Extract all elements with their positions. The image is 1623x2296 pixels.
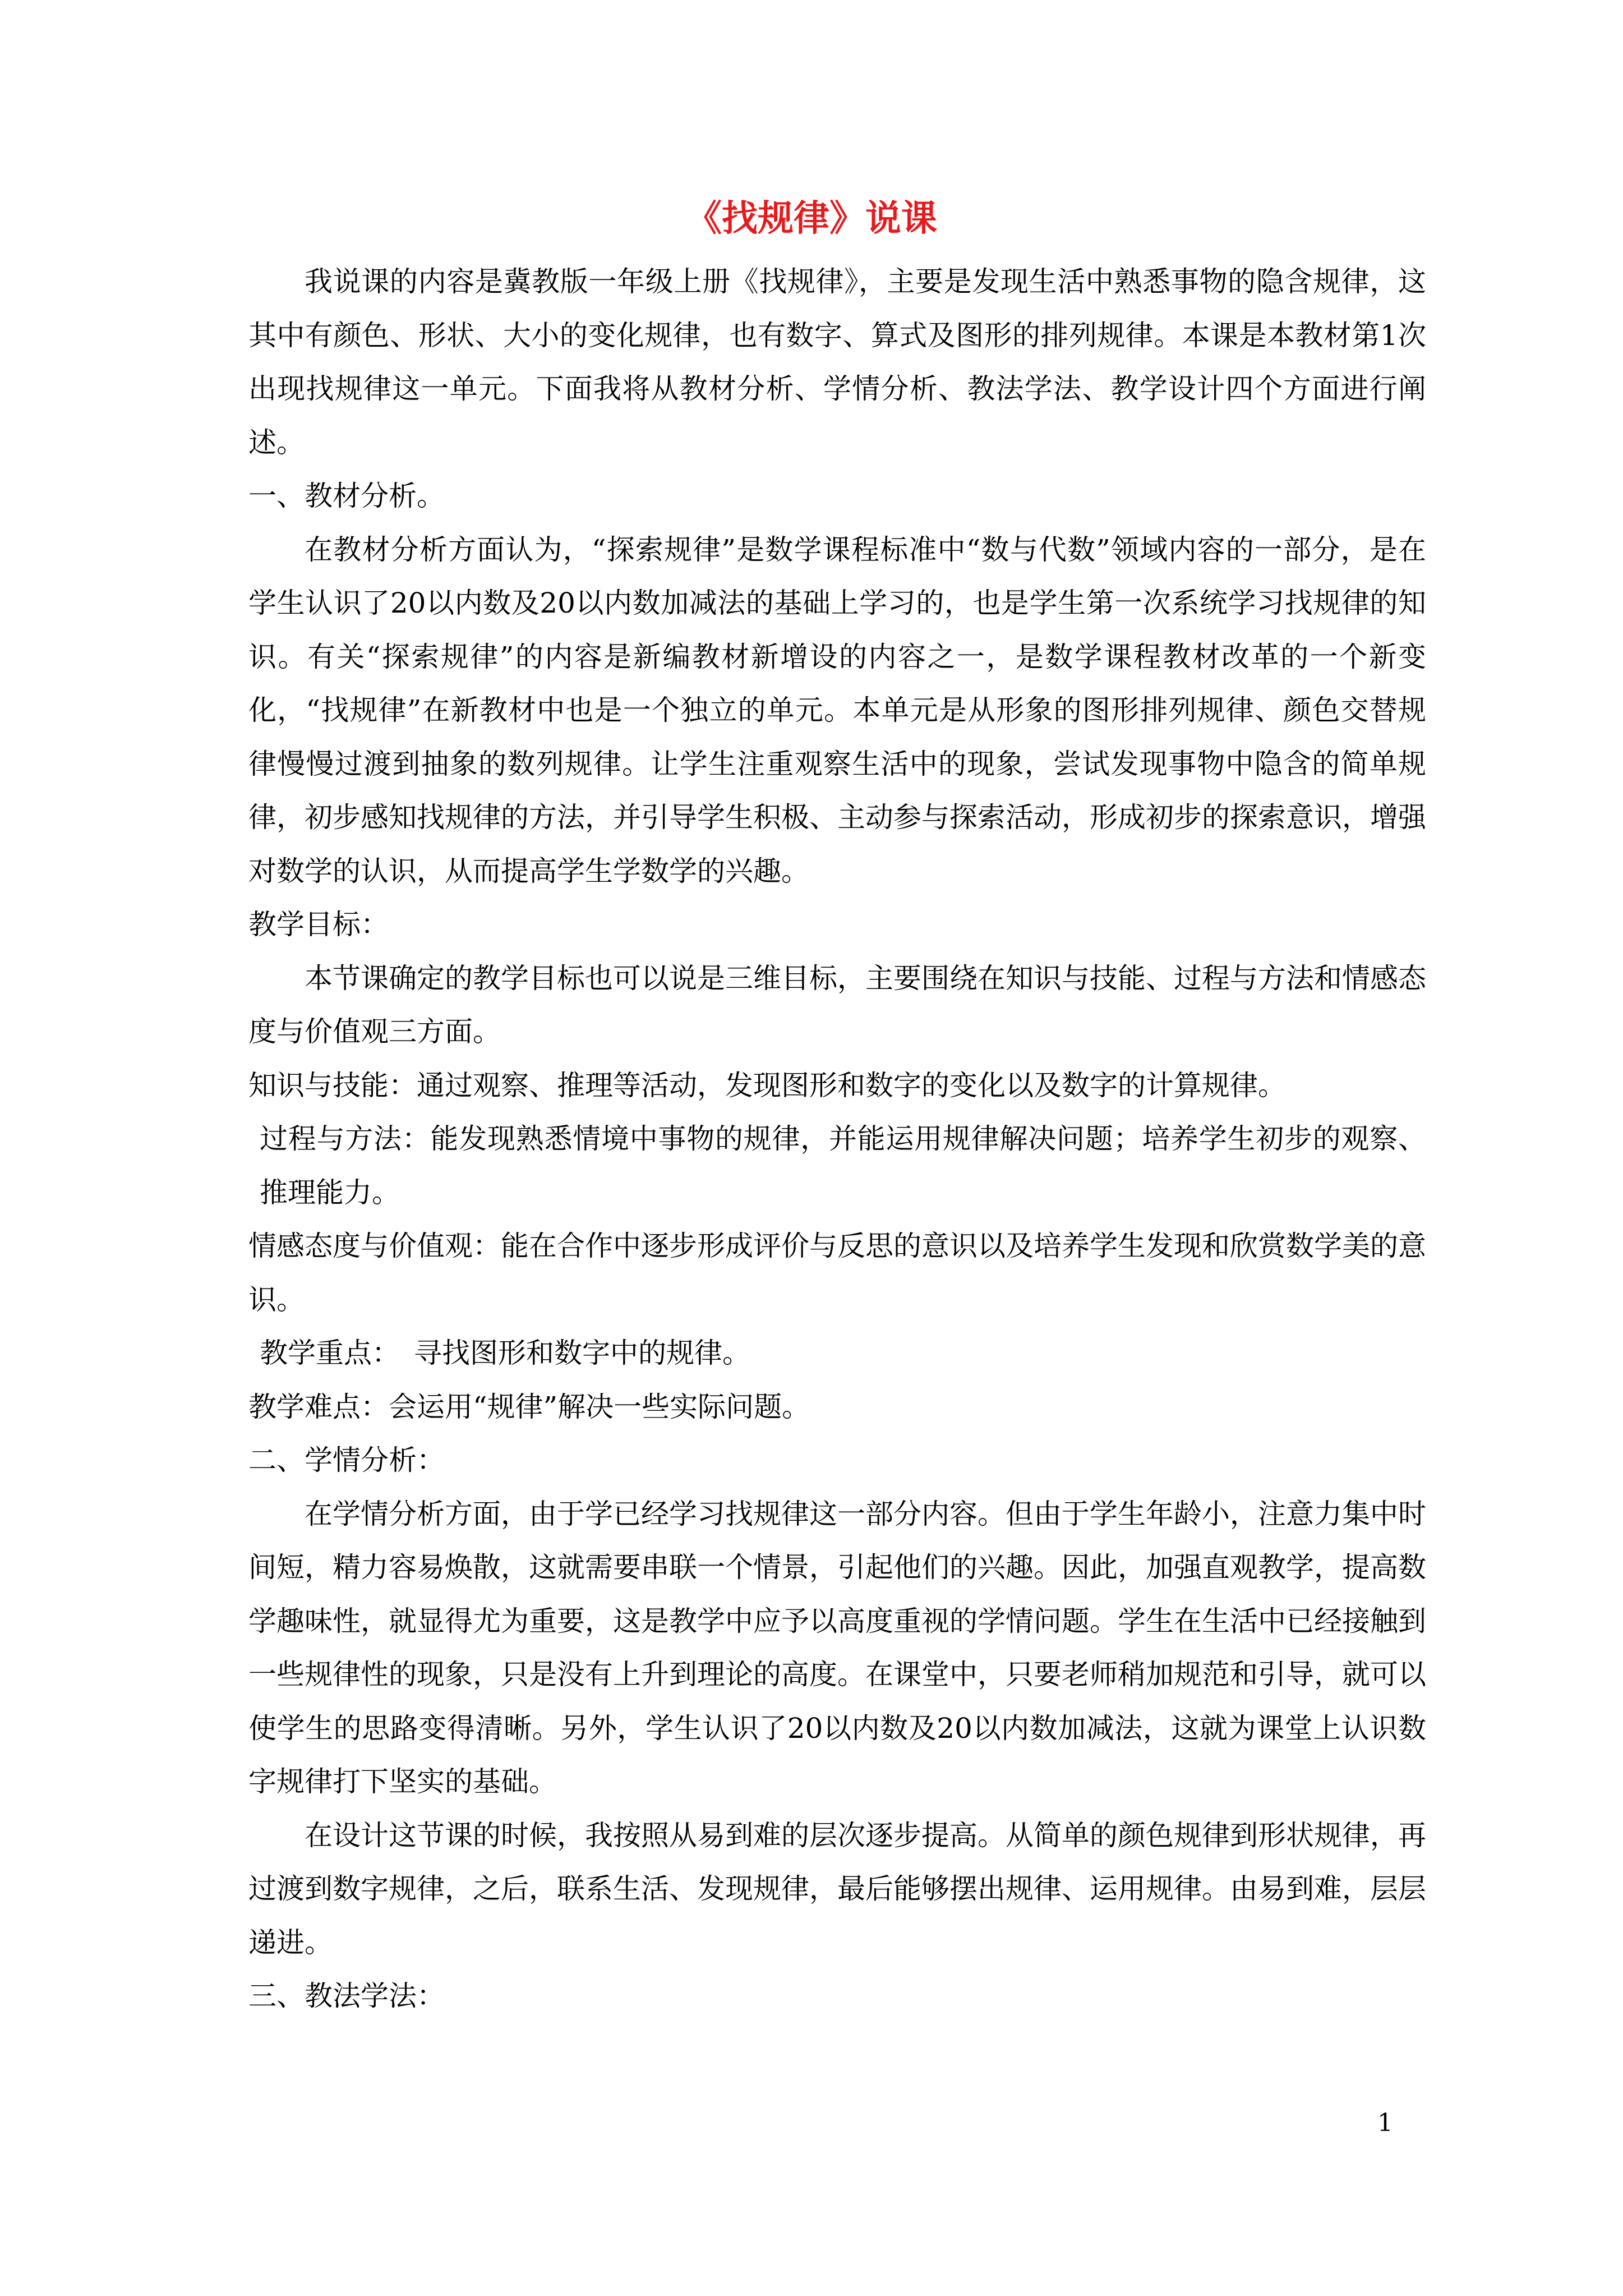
document-title: 《找规律》说课: [686, 197, 937, 240]
emotion-values-paragraph: 情感态度与价值观：能在合作中逐步形成评价与反思的意识以及培养学生发现和欣赏数学美的意识。: [248, 1230, 1426, 1316]
section-heading-student-analysis: 二、学情分析：: [248, 1444, 445, 1476]
section-heading-textbook-analysis: 一、教材分析。: [248, 480, 445, 512]
knowledge-skills-paragraph: 知识与技能：通过观察、推理等活动，发现图形和数字的变化以及数字的计算规律。: [248, 1069, 1286, 1102]
teaching-difficulty-paragraph: 教学难点：会运用“规律”解决一些实际问题。: [248, 1390, 810, 1423]
teaching-goals-paragraph: 本节课确定的教学目标也可以说是三维目标，主要围绕在知识与技能、过程与方法和情感态度与价值观三方面。: [248, 961, 1426, 1048]
section-heading-methods: 三、教法学法：: [248, 1980, 445, 2012]
student-analysis-paragraph: 在学情分析方面，由于学已经学习找规律这一部分内容。但由于学生年龄小，注意力集中时间短，精力容易焕散，这就需要串联一个情景，引起他们的兴趣。因此，加强直观教学，提高数学趣味性，就显得尤为重要，这是教学中应予以高度重视的学情问题。学生在生活中已经接触到一些规律性的现象，只是没有上升到理论的高度。在课堂中，只要老师稍加规范和引导，就可以使学生的思路变得清晰。另外，学生认识了20以内数及20以内数加减法，这就为课堂上认识数字规律打下坚实的基础。: [248, 1497, 1426, 1798]
teaching-focus-paragraph: 教学重点： 寻找图形和数字中的规律。: [260, 1337, 750, 1369]
process-method-paragraph: 过程与方法：能发现熟悉情境中事物的规律，并能运用规律解决问题；培养学生初步的观察、推理能力。: [260, 1122, 1426, 1209]
textbook-analysis-paragraph: 在教材分析方面认为，“探索规律”是数学课程标准中“数与代数”领域内容的一部分，是在学生认识了20以内数及20以内数加减法的基础上学习的，也是学生第一次系统学习找规律的知识。有关“探索规律”的内容是新编教材新增设的内容之一，是数学课程教材改革的一个新变化，“找规律”在新教材中也是一个独立的单元。本单元是从形象的图形排列规律、颜色交替规律慢慢过渡到抽象的数列规律。让学生注重观察生活中的现象，尝试发现事物中隐含的简单规律，初步感知找规律的方法，并引导学生积极、主动参与探索活动，形成初步的探索意识，增强对数学的认识，从而提高学生学数学的兴趣。: [248, 533, 1426, 887]
page-number: 1: [1377, 2109, 1393, 2137]
document-body: [248, 255, 1426, 2023]
lesson-design-paragraph: 在设计这节课的时候，我按照从易到难的层次逐步提高。从简单的颜色规律到形状规律，再过渡到数字规律，之后，联系生活、发现规律，最后能够摆出规律、运用规律。由易到难，层层递进。: [248, 1819, 1426, 1959]
teaching-goals-heading: 教学目标：: [248, 908, 389, 941]
intro-paragraph: 我说课的内容是冀教版一年级上册《找规律》，主要是发现生活中熟悉事物的隐含规律，这其中有颜色、形状、大小的变化规律，也有数字、算式及图形的排列规律。本课是本教材第1次出现找规律这一单元。下面我将从教材分析、学情分析、教法学法、教学设计四个方面进行阐述。: [248, 265, 1426, 459]
